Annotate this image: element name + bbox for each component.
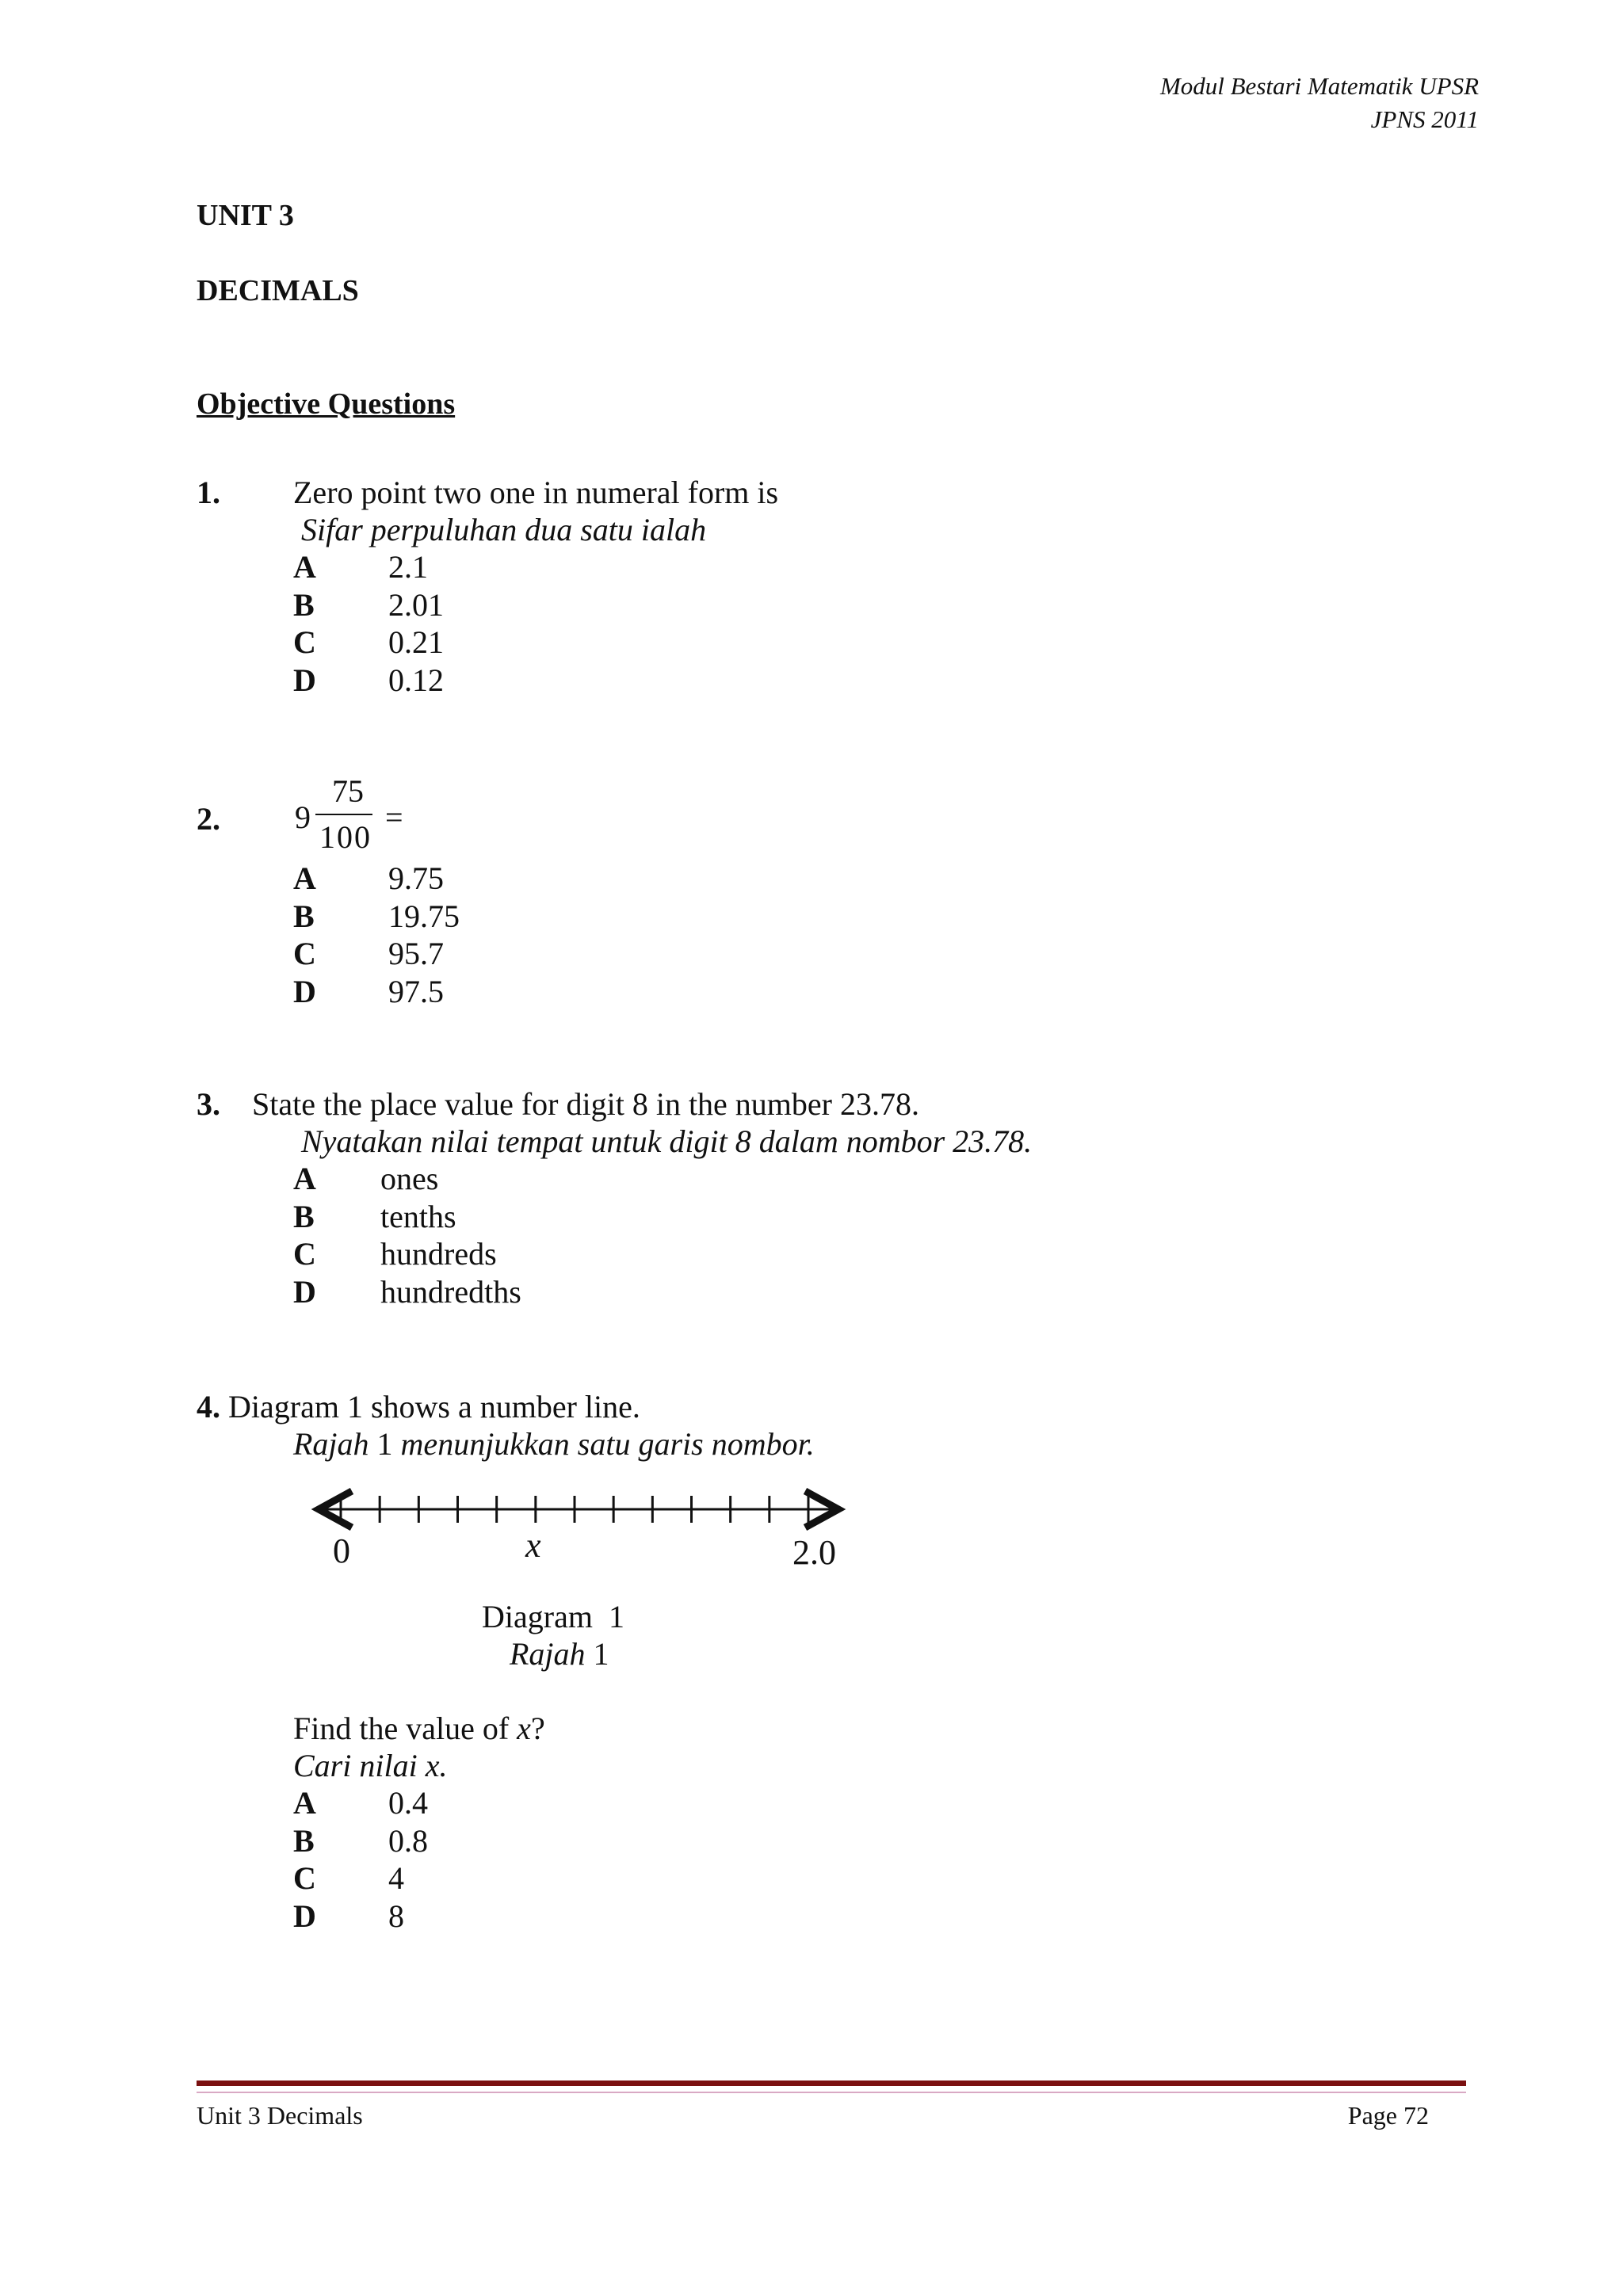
q4-text-ms: Rajah 1 menunjukkan satu garis nombor. — [293, 1426, 815, 1462]
number-line-diagram — [301, 1474, 856, 1545]
q4-options — [293, 1784, 428, 1935]
q2-fraction-bar — [315, 814, 372, 815]
q2-option-a[interactable]: A 9.75 — [293, 860, 444, 896]
q4-find-en: Find the value of x? — [293, 1711, 545, 1746]
header-line1: Modul Bestari Matematik UPSR — [1159, 72, 1479, 100]
q1-options — [293, 548, 444, 699]
footer-left: Unit 3 Decimals — [197, 2101, 363, 2130]
q3-text-ms: Nyatakan nilai tempat untuk digit 8 dalam nombor 23.78. — [301, 1123, 1033, 1159]
q3-options — [293, 1160, 521, 1310]
q1-text-ms: Sifar perpuluhan dua satu ialah — [301, 512, 707, 547]
q2-numerator: 75 — [332, 773, 364, 809]
footer-rule-thin — [197, 2092, 1466, 2093]
q4-option-c[interactable]: C 4 — [293, 1860, 404, 1896]
q1-option-c[interactable]: C 0.21 — [293, 624, 444, 660]
q1-option-d[interactable]: D 0.12 — [293, 662, 444, 698]
q3-text-en: State the place value for digit 8 in the number 23.78. — [252, 1086, 919, 1122]
diagram-caption-en: Diagram 1 — [482, 1599, 624, 1634]
number-line-label-x: x — [525, 1526, 541, 1565]
q3-option-d[interactable]: D hundredths — [293, 1273, 521, 1310]
q4-option-a[interactable]: A 0.4 — [293, 1785, 428, 1821]
footer-rule — [197, 2081, 1466, 2086]
q4-heading — [197, 1388, 640, 1425]
q2-number: 2. — [197, 801, 220, 837]
q2-option-d[interactable]: D 97.5 — [293, 973, 444, 1009]
q1-option-a[interactable]: A 2.1 — [293, 549, 428, 585]
q4-text-en: Diagram 1 shows a number line. — [228, 1389, 640, 1425]
q2-option-c[interactable]: C 95.7 — [293, 936, 444, 971]
topic-title: DECIMALS — [197, 274, 359, 307]
q2-denominator: 100 — [319, 819, 372, 855]
number-line-label-end: 2.0 — [792, 1533, 836, 1572]
q1-text-en: Zero point two one in numeral form is — [293, 475, 779, 510]
running-header — [1160, 70, 1479, 136]
header-line2: JPNS 2011 — [1370, 105, 1479, 133]
q1-number: 1. — [197, 475, 220, 510]
q3-option-c[interactable]: C hundreds — [293, 1236, 497, 1272]
q4-number: 4. — [197, 1389, 220, 1425]
q3-option-b[interactable]: B tenths — [293, 1198, 456, 1234]
q3-number: 3. — [197, 1086, 220, 1122]
q4-option-b[interactable]: B 0.8 — [293, 1822, 428, 1859]
diagram-caption-ms: Rajah 1 — [510, 1636, 609, 1672]
q2-option-b[interactable]: B 19.75 — [293, 898, 460, 934]
section-title: Objective Questions — [197, 387, 456, 421]
q2-whole: 9 — [295, 799, 311, 835]
unit-title: UNIT 3 — [197, 199, 294, 232]
q1-option-b[interactable]: B 2.01 — [293, 586, 444, 623]
q4-find-ms: Cari nilai x. — [293, 1748, 448, 1783]
footer-page-number: Page 72 — [1347, 2101, 1429, 2130]
q4-option-d[interactable]: D 8 — [293, 1897, 404, 1934]
q2-options — [293, 860, 460, 1010]
q3-option-a[interactable]: A ones — [293, 1161, 439, 1196]
number-line-label-zero: 0 — [333, 1531, 350, 1570]
q2-equals: = — [385, 799, 403, 835]
